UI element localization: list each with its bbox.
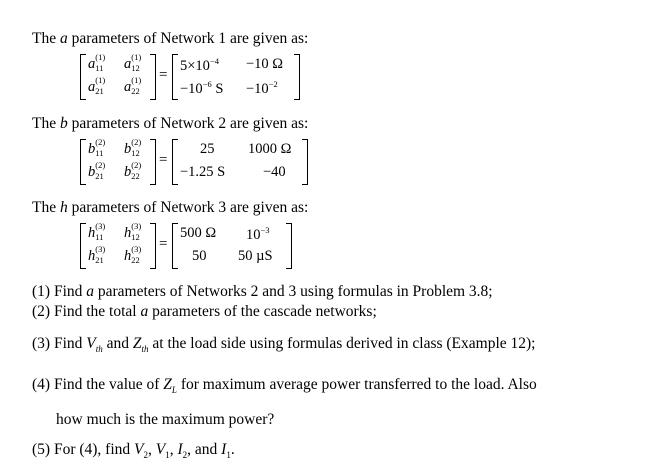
network2-b-matrix: b (2) 11 b (2) 12 b (2) 21 b (2) 22 = 25 1000 Ω −1.25 S −40: [80, 139, 310, 187]
network1-value-11: $5\times 10^{-4}$: [180, 56, 219, 74]
question-3: (3) Find $V_{th}$ and $Z_{th}$ at the load side using formulas derived in class (Example 12);: [32, 335, 536, 355]
h11-entry: h (3) 11: [88, 220, 106, 242]
network2-value-22: −40: [263, 164, 286, 180]
b21-entry: b (2) 21: [88, 159, 106, 181]
network1-value-12: −10 Ω: [246, 56, 284, 72]
question-4-continued: how much is the maximum power?: [56, 411, 275, 428]
network3-intro: The h parameters of Network 3 are given as:: [32, 199, 309, 216]
a12-entry: a (1) 12: [124, 51, 142, 73]
a21-entry: a (1) 21: [88, 74, 106, 96]
b11-entry: b (2) 11: [88, 136, 106, 158]
network3-value-12: $10^{-3}$: [246, 225, 270, 243]
network3-value-22: 50 µS: [238, 248, 273, 264]
h21-entry: h (3) 21: [88, 243, 106, 265]
network1-intro: The a parameters of Network 1 are given as:: [32, 30, 309, 47]
b22-entry: b (2) 22: [124, 159, 142, 181]
network3-h-matrix: h (3) 11 h (3) 12 h (3) 21 h (3) 22 = 500 Ω $10^{-3}$ 50 50 µS: [80, 223, 300, 271]
h12-entry: h (3) 12: [124, 220, 142, 242]
question-5: (5) For (4), find $V_2$, $V_1$, $I_2$, and $I_1$.: [32, 441, 235, 461]
b12-entry: b (2) 12: [124, 136, 142, 158]
network1-value-22: $-10^{-2}$: [246, 79, 278, 97]
network1-a-matrix: a (1) 11 a (1) 12 a (1) 21 a (1) 22 = $5\times 10^{-4}$ −10 Ω $-10^{-6}$ S $-10^{-2}$: [80, 54, 305, 102]
a11-entry: a (1) 11: [88, 51, 106, 73]
question-4: (4) Find the value of $Z_L$ for maximum average power transferred to the load. Also: [32, 376, 537, 396]
a22-entry: a (1) 22: [124, 74, 142, 96]
network2-value-12: 1000 Ω: [248, 141, 292, 157]
network1-value-21: $-10^{-6}$ S: [180, 79, 224, 97]
network2-value-21: −1.25 S: [180, 164, 226, 180]
network2-value-11: 25: [200, 141, 215, 157]
h22-entry: h (3) 22: [124, 243, 142, 265]
question-2: (2) Find the total a parameters of the cascade networks;: [32, 303, 377, 320]
question-1: (1) Find a parameters of Networks 2 and 3 using formulas in Problem 3.8;: [32, 283, 493, 300]
network3-value-11: 500 Ω: [180, 225, 217, 241]
network3-value-21: 50: [192, 248, 207, 264]
network2-intro: The b parameters of Network 2 are given as:: [32, 115, 309, 132]
